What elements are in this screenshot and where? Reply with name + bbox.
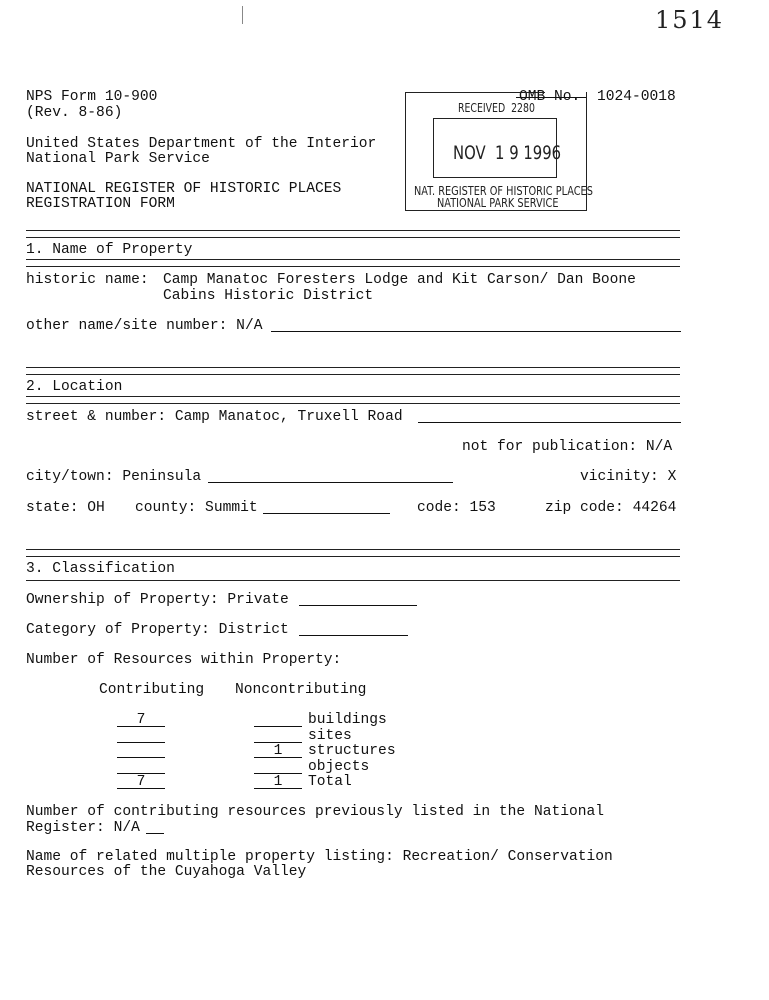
contributing-structures [117, 743, 165, 758]
agency-line-1: United States Department of the Interior [26, 136, 377, 152]
section-3-top-rule [26, 549, 680, 557]
contributing-column-header: Contributing [99, 682, 205, 698]
form-title-line-2: REGISTRATION FORM [26, 196, 175, 212]
previously-listed-underline [146, 833, 164, 834]
handwritten-page-number: 1514 [655, 6, 725, 34]
resource-label-total: Total [308, 774, 352, 790]
stamp-received: RECEIVED 2280 [458, 101, 535, 115]
agency-line-2: National Park Service [26, 151, 210, 167]
city-underline [208, 482, 453, 483]
stamp-register: NAT. REGISTER OF HISTORIC PLACES [414, 183, 593, 198]
section-1-top-rule [26, 230, 680, 238]
zip-field: zip code: 44264 [545, 500, 677, 516]
form-number: NPS Form 10-900 [26, 89, 158, 105]
noncontributing-sites [254, 728, 302, 743]
section-2-bottom-rule [26, 396, 680, 404]
historic-name-label: historic name: [26, 272, 149, 288]
contributing-buildings: 7 [117, 712, 165, 727]
category-field: Category of Property: District [26, 622, 289, 638]
street-field: street & number: Camp Manatoc, Truxell Road [26, 409, 403, 425]
noncontributing-buildings [254, 712, 302, 727]
state-field: state: OH [26, 500, 105, 516]
historic-name-line-1: Camp Manatoc Foresters Lodge and Kit Carson/ Dan Boone [163, 272, 636, 288]
form-title-line-1: NATIONAL REGISTER OF HISTORIC PLACES [26, 181, 342, 197]
section-3-heading: 3. Classification [26, 561, 175, 577]
county-underline [263, 513, 390, 514]
noncontributing-total: 1 [254, 774, 302, 789]
stamp-date: NOV 1 9 1996 [453, 142, 562, 164]
form-revision: (Rev. 8-86) [26, 105, 123, 121]
contributing-sites [117, 728, 165, 743]
section-1-bottom-rule [26, 259, 680, 267]
multiple-listing-line-1: Name of related multiple property listing: Recreation/ Conservation [26, 849, 613, 865]
other-name-field: other name/site number: N/A [26, 318, 263, 334]
other-name-underline [271, 331, 681, 332]
previously-listed-line-1: Number of contributing resources previously listed in the National [26, 804, 605, 820]
previously-listed-line-2: Register: N/A [26, 820, 140, 836]
ownership-field: Ownership of Property: Private [26, 592, 289, 608]
scan-mark [242, 6, 243, 24]
ownership-underline [299, 605, 417, 606]
section-3-bottom-rule [26, 580, 680, 581]
county-field: county: Summit [135, 500, 258, 516]
resources-heading: Number of Resources within Property: [26, 652, 342, 668]
not-for-publication: not for publication: N/A [462, 439, 673, 455]
street-underline [418, 422, 681, 423]
historic-name-line-2: Cabins Historic District [163, 288, 374, 304]
resource-label-structures: structures [308, 743, 396, 759]
noncontributing-structures: 1 [254, 743, 302, 758]
noncontributing-objects [254, 759, 302, 774]
resource-label-sites: sites [308, 728, 352, 744]
contributing-objects [117, 759, 165, 774]
omb-number: 1024-0018 [597, 89, 676, 105]
omb-label: OMB No. [519, 89, 581, 105]
city-field: city/town: Peninsula [26, 469, 202, 485]
multiple-listing-line-2: Resources of the Cuyahoga Valley [26, 864, 307, 880]
category-underline [299, 635, 408, 636]
resource-label-buildings: buildings [308, 712, 387, 728]
section-1-heading: 1. Name of Property [26, 242, 193, 258]
resource-label-objects: objects [308, 759, 370, 775]
stamp-park-service: NATIONAL PARK SERVICE [437, 195, 559, 210]
section-2-heading: 2. Location [26, 379, 123, 395]
vicinity-field: vicinity: X [580, 469, 677, 485]
section-2-top-rule [26, 367, 680, 375]
contributing-total: 7 [117, 774, 165, 789]
noncontributing-column-header: Noncontributing [235, 682, 367, 698]
code-field: code: 153 [417, 500, 496, 516]
